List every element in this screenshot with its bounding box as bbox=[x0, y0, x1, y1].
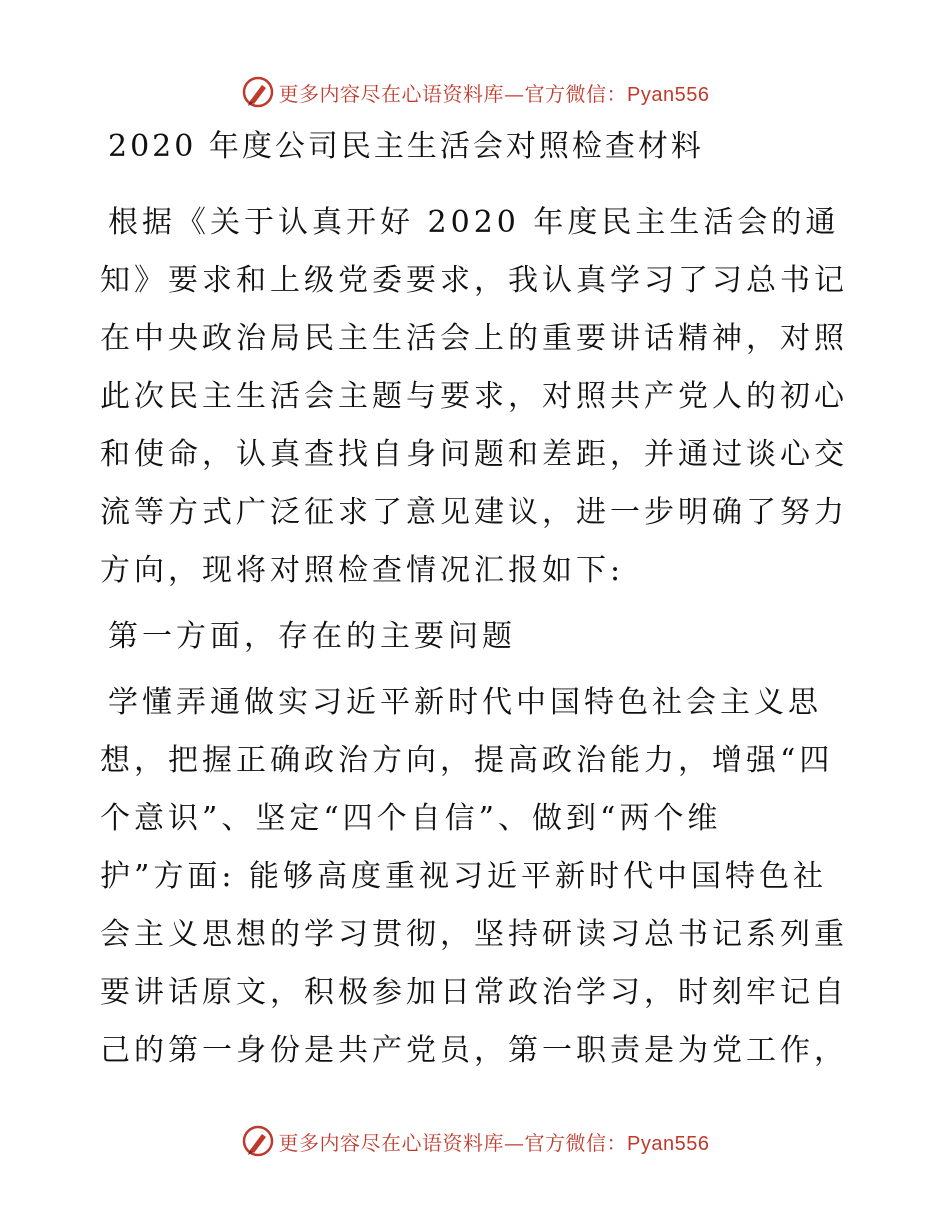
text-line: 根据《关于认真开好 2020 年度民主生活会的通 bbox=[108, 205, 840, 240]
text-line: 此次民主生活会主题与要求，对照共产党人的初心 bbox=[100, 379, 848, 414]
text-line: 护”方面: 能够高度重视习近平新时代中国特色社 bbox=[100, 859, 827, 894]
intro-paragraph bbox=[100, 194, 850, 600]
pen-logo-icon bbox=[241, 1124, 275, 1158]
watermark-text: 更多内容尽在心语资料库—官方微信：Pyan556 bbox=[278, 81, 710, 106]
text-line: 己的第一身份是共产党员，第一职责是为党工作， bbox=[100, 1033, 848, 1068]
text-line: 流等方式广泛征求了意见建议，进一步明确了努力 bbox=[100, 495, 848, 530]
text-line: 学懂弄通做实习近平新时代中国特色社会主义思 bbox=[108, 685, 822, 720]
text-line: 知》要求和上级党委要求，我认真学习了习总书记 bbox=[100, 263, 848, 298]
header-watermark bbox=[0, 72, 950, 112]
text-line: 和使命，认真查找自身问题和差距，并通过谈心交 bbox=[100, 437, 848, 472]
text-line: 个意识”、坚定“四个自信”、做到“两个维 bbox=[100, 801, 722, 836]
text-line: 会主义思想的学习贯彻，坚持研读习总书记系列重 bbox=[100, 917, 848, 952]
text-line: 要讲话原文，积极参加日常政治学习，时刻牢记自 bbox=[100, 975, 848, 1010]
watermark-wechat-id: Pyan556 bbox=[627, 1132, 710, 1155]
text-line: 方向，现将对照检查情况汇报如下: bbox=[100, 553, 625, 588]
body-paragraph bbox=[100, 674, 850, 1080]
text-line: 想，把握正确政治方向，提高政治能力，增强“四 bbox=[100, 743, 834, 778]
watermark-wechat-id: Pyan556 bbox=[627, 83, 710, 106]
watermark-text: 更多内容尽在心语资料库—官方微信：Pyan556 bbox=[278, 1130, 710, 1155]
pen-logo-icon bbox=[241, 75, 275, 109]
section-heading: 第一方面，存在的主要问题 bbox=[108, 619, 516, 654]
document-body bbox=[100, 122, 850, 1088]
document-title: 2020 年度公司民主生活会对照检查材料 bbox=[108, 129, 704, 164]
text-line: 在中央政治局民主生活会上的重要讲话精神，对照 bbox=[100, 321, 848, 356]
footer-watermark bbox=[0, 1121, 950, 1161]
